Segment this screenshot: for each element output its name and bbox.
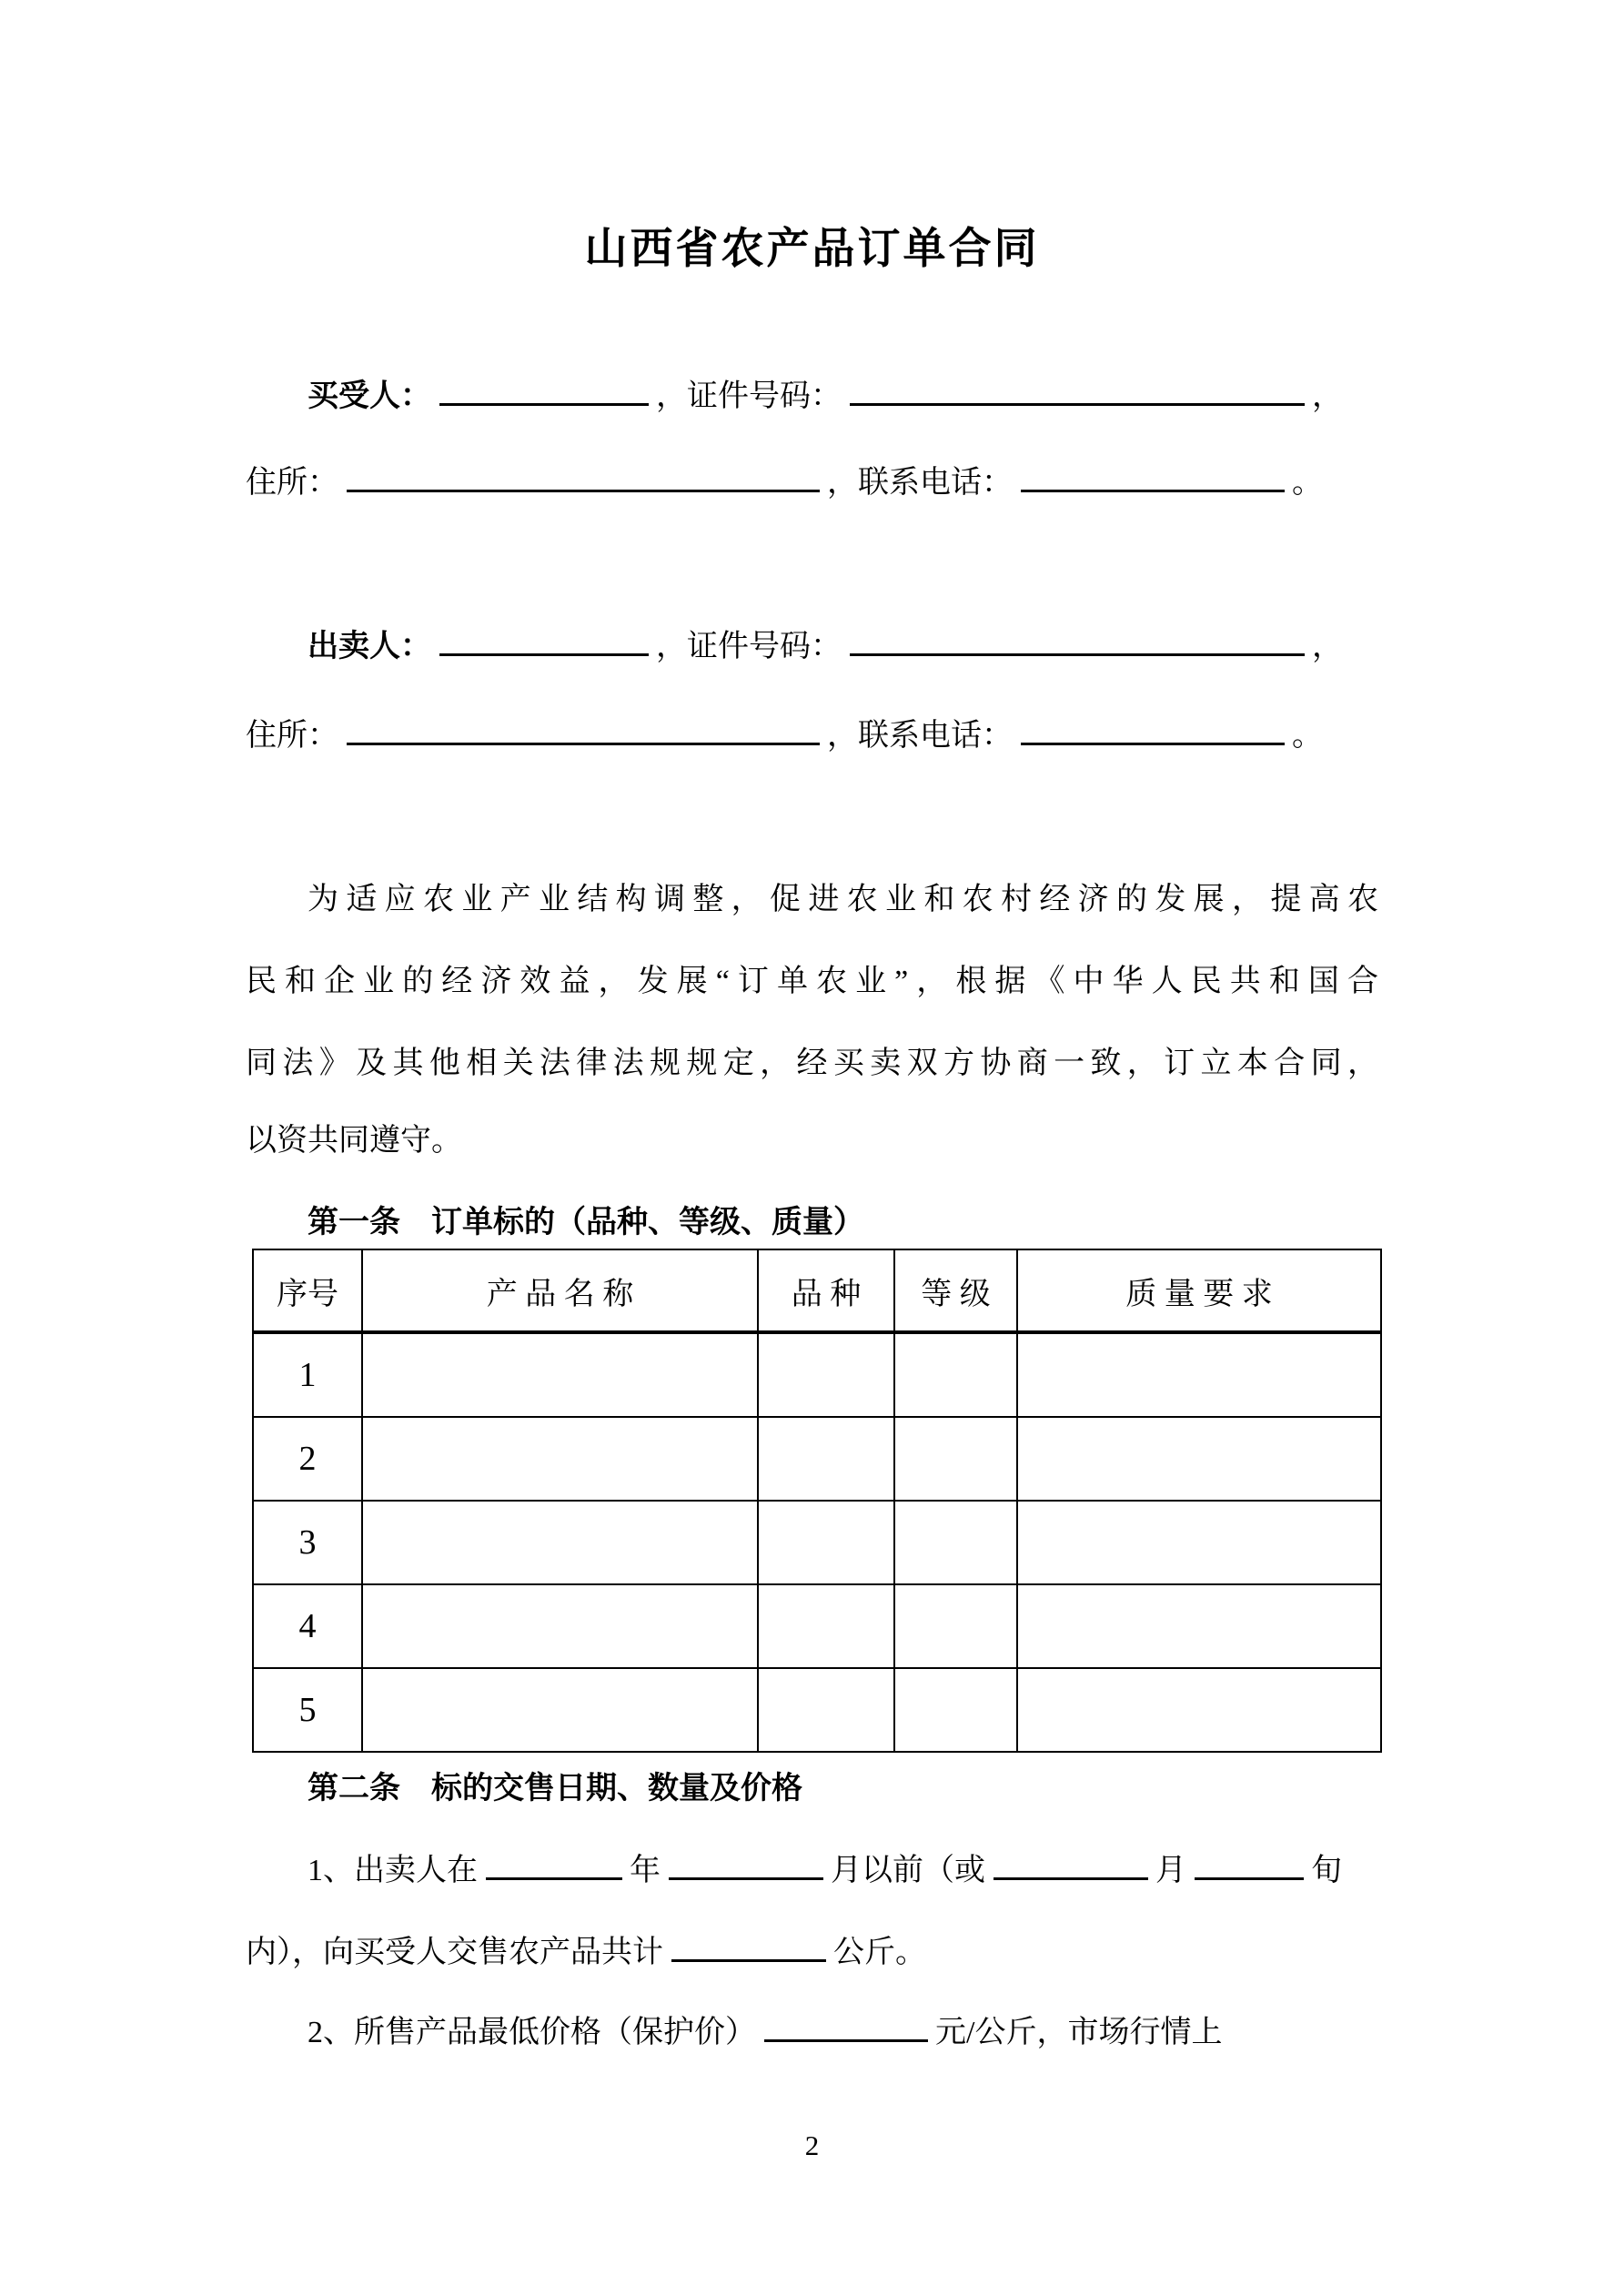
cell-product-name-4[interactable]: [362, 1584, 758, 1668]
seller-name-field[interactable]: [439, 652, 649, 656]
cell-product-name-2[interactable]: [362, 1417, 758, 1501]
preamble-line-3: 同法》及其他相关法律法规规定，经买卖双方协商一致，订立本合同，: [246, 1047, 1378, 1080]
col-header-variety: 品 种: [758, 1249, 894, 1332]
clause1-text-7: 公斤。: [833, 1936, 926, 1969]
cell-grade-2[interactable]: [894, 1417, 1017, 1501]
total-weight-field[interactable]: [671, 1958, 826, 1962]
cell-variety-5[interactable]: [758, 1668, 894, 1752]
alt-month-field[interactable]: [994, 1876, 1148, 1880]
cell-grade-3[interactable]: [894, 1501, 1017, 1584]
clause2-line-1: [246, 2009, 1378, 2057]
buyer-line1-comma: ，: [1312, 379, 1343, 413]
buyer-phone-label: ，联系电话：: [827, 466, 1013, 500]
clause2-text-2: 元/公斤，市场行情上: [935, 2016, 1223, 2049]
seller-line2-period: 。: [1292, 719, 1323, 753]
page-number: 2: [804, 2129, 820, 2161]
cell-grade-5[interactable]: [894, 1668, 1017, 1752]
cell-quality-1[interactable]: [1017, 1332, 1381, 1417]
clause1-text-3: 月以前（或: [831, 1854, 985, 1887]
clause1-line-2: [246, 1929, 1378, 1977]
row-number: 2: [253, 1417, 362, 1501]
delivery-year-field[interactable]: [486, 1876, 622, 1880]
seller-address-field[interactable]: [347, 742, 820, 745]
seller-id-label: ，证件号码：: [656, 630, 842, 663]
cell-quality-5[interactable]: [1017, 1668, 1381, 1752]
buyer-id-field[interactable]: [850, 402, 1305, 406]
seller-role-label: 出卖人：: [308, 630, 431, 663]
buyer-id-label: ，证件号码：: [656, 379, 842, 413]
article2-heading: 第二条 标的交售日期、数量及价格: [308, 1772, 802, 1805]
table-row: [253, 1668, 1381, 1752]
clause1-text-6: 内），向买受人交售农产品共计: [246, 1936, 663, 1969]
table-row: [253, 1584, 1381, 1668]
col-header-product-name: 产 品 名 称: [362, 1249, 758, 1332]
product-table: [252, 1249, 1382, 1753]
seller-phone-field[interactable]: [1021, 742, 1285, 745]
article1-heading: 第一条 订单标的（品种、等级、质量）: [308, 1206, 864, 1239]
col-header-index: 序号: [253, 1249, 362, 1332]
buyer-role-label: 买受人：: [308, 379, 431, 413]
seller-phone-label: ，联系电话：: [827, 719, 1013, 753]
cell-grade-1[interactable]: [894, 1332, 1017, 1417]
table-header-row: [253, 1249, 1381, 1332]
alt-period-field[interactable]: [1195, 1876, 1304, 1880]
clause2-text-1: 2、所售产品最低价格（保护价）: [308, 2016, 756, 2049]
clause1-text-4: 月: [1155, 1854, 1186, 1887]
row-number: 5: [253, 1668, 362, 1752]
buyer-name-field[interactable]: [439, 402, 649, 406]
buyer-phone-field[interactable]: [1021, 489, 1285, 492]
cell-quality-3[interactable]: [1017, 1501, 1381, 1584]
seller-address-label: 住所：: [246, 719, 338, 753]
cell-product-name-1[interactable]: [362, 1332, 758, 1417]
min-price-field[interactable]: [764, 2038, 928, 2042]
cell-variety-1[interactable]: [758, 1332, 894, 1417]
clause1-text-2: 年: [630, 1854, 661, 1887]
buyer-line-1: [246, 373, 1378, 420]
cell-variety-2[interactable]: [758, 1417, 894, 1501]
buyer-line-2: [246, 460, 1378, 507]
col-header-quality: 质 量 要 求: [1017, 1249, 1381, 1332]
cell-variety-4[interactable]: [758, 1584, 894, 1668]
cell-variety-3[interactable]: [758, 1501, 894, 1584]
cell-grade-4[interactable]: [894, 1584, 1017, 1668]
table-row: [253, 1417, 1381, 1501]
preamble-line-2: 民和企业的经济效益，发展“订单农业”，根据《中华人民共和国合: [246, 965, 1378, 998]
row-number: 1: [253, 1332, 362, 1417]
table-row: [253, 1501, 1381, 1584]
seller-line-2: [246, 713, 1378, 760]
delivery-month-field[interactable]: [669, 1876, 823, 1880]
clause1-line-1: [246, 1847, 1378, 1895]
buyer-address-label: 住所：: [246, 466, 338, 500]
seller-line1-comma: ，: [1312, 630, 1343, 663]
seller-id-field[interactable]: [850, 652, 1305, 656]
page-title: 山西省农产品订单合同: [584, 226, 1040, 273]
preamble-line-4: 以资共同遵守。: [246, 1124, 462, 1158]
row-number: 4: [253, 1584, 362, 1668]
col-header-grade: 等 级: [894, 1249, 1017, 1332]
cell-quality-2[interactable]: [1017, 1417, 1381, 1501]
cell-product-name-5[interactable]: [362, 1668, 758, 1752]
seller-line-1: [246, 623, 1378, 671]
clause1-text-5: 旬: [1311, 1854, 1342, 1887]
buyer-address-field[interactable]: [347, 489, 820, 492]
cell-quality-4[interactable]: [1017, 1584, 1381, 1668]
clause1-text-1: 1、出卖人在: [308, 1854, 478, 1887]
row-number: 3: [253, 1501, 362, 1584]
buyer-line2-period: 。: [1292, 466, 1323, 500]
cell-product-name-3[interactable]: [362, 1501, 758, 1584]
preamble-line-1: 为适应农业产业结构调整，促进农业和农村经济的发展，提高农: [308, 883, 1378, 916]
table-row: [253, 1332, 1381, 1417]
